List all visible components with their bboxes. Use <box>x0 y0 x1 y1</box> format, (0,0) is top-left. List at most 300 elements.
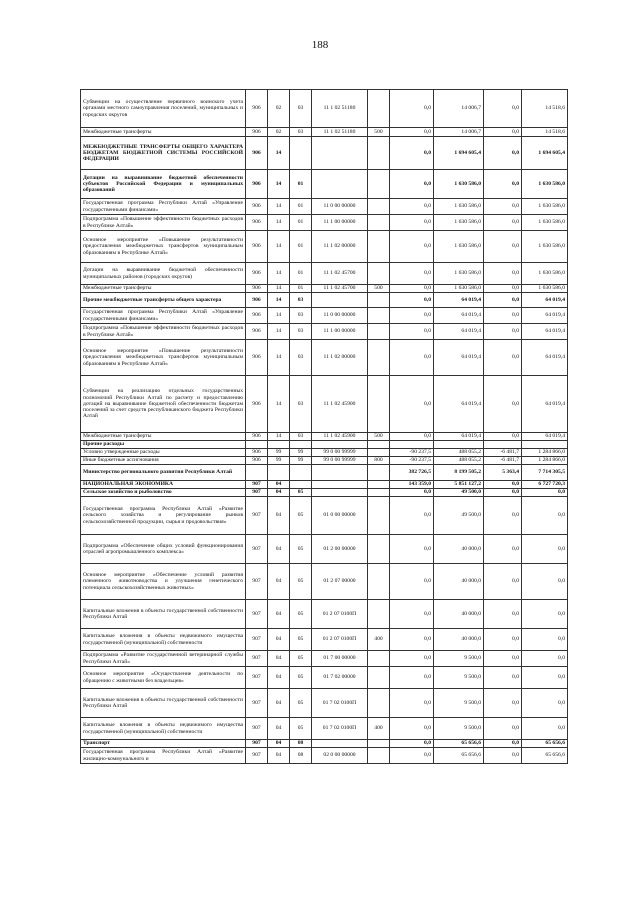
csr-code-cell: 99 0 00 99999 <box>312 457 368 465</box>
sum-3-cell: 0,0 <box>484 718 522 740</box>
sum-3-cell: 0,0 <box>484 340 522 376</box>
vr-code-cell <box>368 441 390 449</box>
gr-code-cell: 906 <box>246 340 268 376</box>
row-name-cell: Межбюджетные трансферты <box>81 128 246 137</box>
pr-code-cell: 03 <box>290 340 312 376</box>
rz-code-cell: 04 <box>268 667 290 689</box>
sum-1-cell: 0,0 <box>390 293 434 308</box>
table-row <box>81 740 568 748</box>
row-name-cell: Дотации на выравнивание бюджетной обеспеченности муниципальных районов (городских округов) <box>81 263 246 285</box>
table-row <box>81 600 568 629</box>
sum-2-cell: 488 055,2 <box>434 457 484 465</box>
sum-1-cell: 0,0 <box>390 667 434 689</box>
sum-2-cell: 64 019,4 <box>434 293 484 308</box>
vr-code-cell <box>368 689 390 718</box>
csr-code-cell: 01 2 00 00000 <box>312 535 368 564</box>
rz-code-cell: 14 <box>268 137 290 170</box>
row-name-cell: МЕЖБЮДЖЕТНЫЕ ТРАНСФЕРТЫ ОБЩЕГО ХАРАКТЕРА БЮДЖЕТАМ БЮДЖЕТНОЙ СИСТЕМЫ РОССИЙСКОЙ ФЕДЕРАЦИИ <box>81 137 246 170</box>
sum-4-cell: 64 019,4 <box>522 308 568 324</box>
row-name-cell: Подпрограмма «Обеспечение общих условий функционирования отраслей агропромышленного комплекса» <box>81 535 246 564</box>
rz-code-cell: 04 <box>268 651 290 667</box>
rz-code-cell: 14 <box>268 340 290 376</box>
sum-4-cell: 0,0 <box>522 667 568 689</box>
sum-4-cell: 65 656,6 <box>522 740 568 748</box>
sum-4-cell: 64 019,4 <box>522 433 568 441</box>
pr-code-cell: 01 <box>290 263 312 285</box>
row-name-cell: Основное мероприятие «Повышение результативности предоставления межбюджетных трансфертов муниципальным образованиям в Республике Алтай» <box>81 340 246 376</box>
row-name-cell: Основное мероприятие «Осуществление деятельности по обращению с животными без владельцев» <box>81 667 246 689</box>
rz-code-cell: 04 <box>268 740 290 748</box>
table-row <box>81 449 568 457</box>
table-row <box>81 376 568 433</box>
csr-code-cell: 01 0 00 00000 <box>312 497 368 535</box>
sum-1-cell: 0,0 <box>390 689 434 718</box>
vr-code-cell: 400 <box>368 629 390 651</box>
table-row <box>81 441 568 449</box>
pr-code-cell: 03 <box>290 324 312 340</box>
sum-1-cell: 0,0 <box>390 718 434 740</box>
vr-code-cell <box>368 170 390 199</box>
gr-code-cell <box>246 441 268 449</box>
table-row <box>81 324 568 340</box>
sum-3-cell: 0,0 <box>484 170 522 199</box>
gr-code-cell: 906 <box>246 285 268 293</box>
rz-code-cell <box>268 441 290 449</box>
gr-code-cell: 907 <box>246 748 268 764</box>
pr-code-cell: 03 <box>290 308 312 324</box>
row-name-cell: Межбюджетные трансферты <box>81 285 246 293</box>
csr-code-cell: 11 1 02 00000 <box>312 340 368 376</box>
row-name-cell: Основное мероприятие «Обеспечение условий развития племенного животноводства и улучшения генетического потенциала сельскохозяйственных животных» <box>81 564 246 600</box>
row-name-cell: Капитальные вложения в объекты государственной собственности Республики Алтай <box>81 600 246 629</box>
csr-code-cell: 11 0 00 00000 <box>312 199 368 215</box>
sum-4-cell: 1 630 586,0 <box>522 231 568 263</box>
table-row <box>81 128 568 137</box>
sum-3-cell: 0,0 <box>484 293 522 308</box>
sum-4-cell: 14 518,6 <box>522 90 568 128</box>
table-row <box>81 90 568 128</box>
csr-code-cell: 99 0 00 99999 <box>312 449 368 457</box>
sum-2-cell: 64 019,4 <box>434 376 484 433</box>
sum-3-cell: 0,0 <box>484 651 522 667</box>
rz-code-cell: 02 <box>268 90 290 128</box>
row-name-cell: Прочие расходы <box>81 441 246 449</box>
sum-2-cell: 5 851 127,2 <box>434 481 484 489</box>
sum-2-cell: 9 500,0 <box>434 718 484 740</box>
sum-4-cell: 0,0 <box>522 718 568 740</box>
csr-code-cell <box>312 465 368 481</box>
gr-code-cell: 906 <box>246 376 268 433</box>
rz-code-cell: 14 <box>268 215 290 231</box>
sum-4-cell: 0,0 <box>522 535 568 564</box>
gr-code-cell: 906 <box>246 308 268 324</box>
table-row <box>81 718 568 740</box>
pr-code-cell: 05 <box>290 689 312 718</box>
sum-1-cell: 0,0 <box>390 285 434 293</box>
sum-4-cell: 1 694 605,4 <box>522 137 568 170</box>
sum-4-cell: 1 630 586,0 <box>522 170 568 199</box>
rz-code-cell: 14 <box>268 263 290 285</box>
budget-table-body <box>81 90 568 764</box>
sum-3-cell: 0,0 <box>484 376 522 433</box>
vr-code-cell: 800 <box>368 457 390 465</box>
pr-code-cell: 01 <box>290 170 312 199</box>
rz-code-cell: 02 <box>268 128 290 137</box>
csr-code-cell <box>312 170 368 199</box>
sum-2-cell: 40 000,0 <box>434 600 484 629</box>
gr-code-cell: 906 <box>246 90 268 128</box>
csr-code-cell <box>312 137 368 170</box>
vr-code-cell: 500 <box>368 285 390 293</box>
sum-4-cell: 64 019,4 <box>522 293 568 308</box>
vr-code-cell <box>368 667 390 689</box>
sum-2-cell: 64 019,4 <box>434 340 484 376</box>
gr-code-cell: 907 <box>246 489 268 497</box>
row-name-cell: Прочие межбюджетные трансферты общего характера <box>81 293 246 308</box>
row-name-cell: Дотации на выравнивание бюджетной обеспеченности субъектов Российской Федерации и муниципальных образований <box>81 170 246 199</box>
pr-code-cell <box>290 481 312 489</box>
pr-code-cell: 05 <box>290 600 312 629</box>
gr-code-cell: 906 <box>246 324 268 340</box>
sum-2-cell: 9 500,0 <box>434 689 484 718</box>
sum-2-cell: 14 006,7 <box>434 90 484 128</box>
row-name-cell: Подпрограмма «Повышение эффективности бюджетных расходов в Республике Алтай» <box>81 215 246 231</box>
sum-4-cell: 1 630 586,0 <box>522 215 568 231</box>
sum-2-cell: 1 630 586,0 <box>434 263 484 285</box>
table-row <box>81 231 568 263</box>
rz-code-cell: 04 <box>268 718 290 740</box>
vr-code-cell <box>368 564 390 600</box>
sum-3-cell: 0,0 <box>484 667 522 689</box>
vr-code-cell <box>368 199 390 215</box>
pr-code-cell: 01 <box>290 215 312 231</box>
sum-1-cell: 0,0 <box>390 90 434 128</box>
sum-1-cell: 0,0 <box>390 263 434 285</box>
rz-code-cell: 14 <box>268 376 290 433</box>
sum-2-cell: 1 630 586,0 <box>434 199 484 215</box>
row-name-cell: Государственная программа Республики Алтай «Управление государственными финансами» <box>81 308 246 324</box>
sum-3-cell: 0,0 <box>484 90 522 128</box>
row-name-cell: Капитальные вложения в объекты государственной собственности Республики Алтай <box>81 689 246 718</box>
sum-1-cell: 0,0 <box>390 137 434 170</box>
sum-3-cell <box>484 441 522 449</box>
sum-1-cell: 0,0 <box>390 199 434 215</box>
pr-code-cell: 05 <box>290 535 312 564</box>
pr-code-cell: 03 <box>290 293 312 308</box>
table-row <box>81 689 568 718</box>
sum-3-cell: 0,0 <box>484 497 522 535</box>
sum-2-cell: 65 656,6 <box>434 748 484 764</box>
sum-3-cell: 0,0 <box>484 629 522 651</box>
csr-code-cell <box>312 740 368 748</box>
sum-4-cell: 1 630 586,0 <box>522 263 568 285</box>
table-row <box>81 263 568 285</box>
sum-3-cell: 0,0 <box>484 199 522 215</box>
table-row <box>81 293 568 308</box>
sum-1-cell: 0,0 <box>390 340 434 376</box>
sum-1-cell: 0,0 <box>390 170 434 199</box>
vr-code-cell <box>368 324 390 340</box>
table-row <box>81 465 568 481</box>
rz-code-cell: 14 <box>268 285 290 293</box>
sum-1-cell: -90 237,5 <box>390 449 434 457</box>
table-row <box>81 433 568 441</box>
rz-code-cell: 99 <box>268 449 290 457</box>
row-name-cell: Условно утвержденные расходы <box>81 449 246 457</box>
sum-1-cell: 0,0 <box>390 433 434 441</box>
row-name-cell: Иные бюджетные ассигнования <box>81 457 246 465</box>
table-row <box>81 285 568 293</box>
csr-code-cell: 11 1 00 00000 <box>312 324 368 340</box>
sum-1-cell: 0,0 <box>390 651 434 667</box>
sum-1-cell: 0,0 <box>390 748 434 764</box>
sum-3-cell: 0,0 <box>484 740 522 748</box>
vr-code-cell <box>368 651 390 667</box>
pr-code-cell: 08 <box>290 748 312 764</box>
rz-code-cell: 04 <box>268 564 290 600</box>
sum-4-cell: 14 518,6 <box>522 128 568 137</box>
sum-3-cell: -6 481,7 <box>484 449 522 457</box>
sum-2-cell: 14 006,7 <box>434 128 484 137</box>
sum-2-cell: 40 000,0 <box>434 564 484 600</box>
vr-code-cell <box>368 376 390 433</box>
sum-2-cell: 9 500,0 <box>434 667 484 689</box>
rz-code-cell: 14 <box>268 199 290 215</box>
pr-code-cell: 99 <box>290 457 312 465</box>
sum-4-cell: 1 630 586,0 <box>522 285 568 293</box>
csr-code-cell: 11 1 00 00000 <box>312 215 368 231</box>
table-row <box>81 497 568 535</box>
sum-1-cell: 0,0 <box>390 535 434 564</box>
row-name-cell: Субвенции на реализацию отдельных государственных полномочий Республики Алтай по расчету и предоставлению дотаций на выравнивание бюджетной обеспеченности бюджетам поселений за счет средств республиканского бюджета Республики Алтай <box>81 376 246 433</box>
sum-4-cell: 0,0 <box>522 689 568 718</box>
sum-2-cell: 49 500,0 <box>434 497 484 535</box>
vr-code-cell <box>368 481 390 489</box>
rz-code-cell <box>268 465 290 481</box>
gr-code-cell: 907 <box>246 535 268 564</box>
sum-4-cell: 0,0 <box>522 600 568 629</box>
sum-1-cell: 0,0 <box>390 600 434 629</box>
gr-code-cell <box>246 465 268 481</box>
table-row <box>81 651 568 667</box>
sum-3-cell: -6 481,7 <box>484 457 522 465</box>
sum-3-cell: 0,0 <box>484 263 522 285</box>
sum-4-cell: 0,0 <box>522 564 568 600</box>
table-row <box>81 564 568 600</box>
table-row <box>81 629 568 651</box>
sum-1-cell <box>390 441 434 449</box>
pr-code-cell: 01 <box>290 199 312 215</box>
pr-code-cell: 08 <box>290 740 312 748</box>
rz-code-cell: 14 <box>268 324 290 340</box>
rz-code-cell: 04 <box>268 689 290 718</box>
rz-code-cell: 14 <box>268 293 290 308</box>
sum-2-cell: 488 055,2 <box>434 449 484 457</box>
rz-code-cell: 04 <box>268 535 290 564</box>
sum-1-cell: 0,0 <box>390 489 434 497</box>
row-name-cell: НАЦИОНАЛЬНАЯ ЭКОНОМИКА <box>81 481 246 489</box>
pr-code-cell: 01 <box>290 285 312 293</box>
gr-code-cell: 907 <box>246 497 268 535</box>
sum-3-cell: 0,0 <box>484 481 522 489</box>
csr-code-cell: 11 1 02 00000 <box>312 231 368 263</box>
gr-code-cell: 906 <box>246 231 268 263</box>
vr-code-cell <box>368 293 390 308</box>
sum-2-cell: 1 630 586,0 <box>434 215 484 231</box>
table-row <box>81 137 568 170</box>
sum-3-cell: 0,0 <box>484 748 522 764</box>
gr-code-cell: 906 <box>246 137 268 170</box>
vr-code-cell <box>368 740 390 748</box>
row-name-cell: Основное мероприятие «Повышение результативности предоставления межбюджетных трансфертов муниципальным образованиям в Республике Алтай» <box>81 231 246 263</box>
rz-code-cell: 04 <box>268 748 290 764</box>
csr-code-cell <box>312 441 368 449</box>
sum-2-cell: 65 656,6 <box>434 740 484 748</box>
csr-code-cell: 01 7 02 00000 <box>312 667 368 689</box>
sum-2-cell: 1 630 586,0 <box>434 285 484 293</box>
rz-code-cell: 04 <box>268 629 290 651</box>
csr-code-cell: 01 7 02 0100П <box>312 718 368 740</box>
row-name-cell: Субвенции на осуществление первичного воинского учета органами местного самоуправления поселений, муниципальных и городских округов <box>81 90 246 128</box>
sum-1-cell: 0,0 <box>390 497 434 535</box>
sum-2-cell: 9 500,0 <box>434 651 484 667</box>
pr-code-cell: 05 <box>290 629 312 651</box>
vr-code-cell <box>368 308 390 324</box>
vr-code-cell <box>368 231 390 263</box>
sum-2-cell: 8 199 505,2 <box>434 465 484 481</box>
gr-code-cell: 907 <box>246 600 268 629</box>
table-row <box>81 308 568 324</box>
pr-code-cell: 99 <box>290 449 312 457</box>
gr-code-cell: 907 <box>246 651 268 667</box>
gr-code-cell: 907 <box>246 564 268 600</box>
rz-code-cell: 14 <box>268 231 290 263</box>
gr-code-cell: 906 <box>246 433 268 441</box>
sum-4-cell: 0,0 <box>522 651 568 667</box>
gr-code-cell: 906 <box>246 263 268 285</box>
gr-code-cell: 906 <box>246 128 268 137</box>
row-name-cell: Межбюджетные трансферты <box>81 433 246 441</box>
sum-3-cell: 0,0 <box>484 285 522 293</box>
sum-4-cell: 7 714 305,5 <box>522 465 568 481</box>
sum-1-cell: 382 726,5 <box>390 465 434 481</box>
sum-4-cell: 0,0 <box>522 629 568 651</box>
table-row <box>81 170 568 199</box>
rz-code-cell: 14 <box>268 308 290 324</box>
row-name-cell: Государственная программа Республики Алтай «Развитие жилищно-коммунального и <box>81 748 246 764</box>
sum-3-cell: 0,0 <box>484 231 522 263</box>
sum-1-cell: 0,0 <box>390 629 434 651</box>
row-name-cell: Государственная программа Республики Алтай «Управление государственными финансами» <box>81 199 246 215</box>
vr-code-cell <box>368 535 390 564</box>
pr-code-cell: 03 <box>290 433 312 441</box>
csr-code-cell: 11 1 02 45700 <box>312 285 368 293</box>
gr-code-cell: 907 <box>246 629 268 651</box>
pr-code-cell: 01 <box>290 231 312 263</box>
rz-code-cell: 04 <box>268 481 290 489</box>
csr-code-cell <box>312 293 368 308</box>
sum-2-cell: 1 630 586,0 <box>434 170 484 199</box>
sum-4-cell: 0,0 <box>522 489 568 497</box>
gr-code-cell: 907 <box>246 481 268 489</box>
csr-code-cell: 01 2 07 0100П <box>312 629 368 651</box>
table-row <box>81 667 568 689</box>
gr-code-cell: 907 <box>246 689 268 718</box>
sum-4-cell: 0,0 <box>522 497 568 535</box>
sum-4-cell: 6 727 720,3 <box>522 481 568 489</box>
pr-code-cell: 05 <box>290 564 312 600</box>
csr-code-cell <box>312 489 368 497</box>
gr-code-cell: 906 <box>246 293 268 308</box>
sum-1-cell: 0,0 <box>390 376 434 433</box>
gr-code-cell: 906 <box>246 449 268 457</box>
table-row <box>81 457 568 465</box>
sum-3-cell: 0,0 <box>484 689 522 718</box>
row-name-cell: Капитальные вложения в объекты недвижимого имущества государственной (муниципальной) собственности <box>81 629 246 651</box>
csr-code-cell: 01 7 02 0100П <box>312 689 368 718</box>
sum-4-cell: 64 019,4 <box>522 376 568 433</box>
csr-code-cell: 01 2 07 00000 <box>312 564 368 600</box>
csr-code-cell: 11 1 02 51180 <box>312 128 368 137</box>
rz-code-cell: 99 <box>268 457 290 465</box>
row-name-cell: Капитальные вложения в объекты недвижимого имущества государственной (муниципальной) собственности <box>81 718 246 740</box>
rz-code-cell: 14 <box>268 433 290 441</box>
sum-2-cell: 64 019,4 <box>434 308 484 324</box>
table-row <box>81 340 568 376</box>
csr-code-cell: 01 7 00 00000 <box>312 651 368 667</box>
sum-4-cell: 1 284 866,0 <box>522 449 568 457</box>
csr-code-cell <box>312 481 368 489</box>
sum-3-cell: 0,0 <box>484 535 522 564</box>
sum-3-cell: 0,0 <box>484 215 522 231</box>
csr-code-cell: 11 1 02 45700 <box>312 263 368 285</box>
row-name-cell: Министерство регионального развития Республики Алтай <box>81 465 246 481</box>
gr-code-cell: 906 <box>246 457 268 465</box>
table-row <box>81 748 568 764</box>
sum-2-cell: 40 000,0 <box>434 535 484 564</box>
pr-code-cell: 05 <box>290 489 312 497</box>
sum-3-cell: 0,0 <box>484 324 522 340</box>
vr-code-cell <box>368 215 390 231</box>
row-name-cell: Сельское хозяйство и рыболовство <box>81 489 246 497</box>
rz-code-cell: 04 <box>268 489 290 497</box>
sum-1-cell: 0,0 <box>390 128 434 137</box>
sum-2-cell: 1 630 586,0 <box>434 231 484 263</box>
sum-4-cell: 65 656,6 <box>522 748 568 764</box>
vr-code-cell <box>368 90 390 128</box>
vr-code-cell: 400 <box>368 718 390 740</box>
table-row <box>81 481 568 489</box>
sum-3-cell: 0,0 <box>484 564 522 600</box>
vr-code-cell <box>368 263 390 285</box>
gr-code-cell: 906 <box>246 199 268 215</box>
sum-1-cell: -90 237,5 <box>390 457 434 465</box>
sum-1-cell: 0,0 <box>390 740 434 748</box>
sum-4-cell: 64 019,4 <box>522 324 568 340</box>
vr-code-cell: 500 <box>368 128 390 137</box>
vr-code-cell <box>368 600 390 629</box>
sum-3-cell: 0,0 <box>484 137 522 170</box>
gr-code-cell: 906 <box>246 170 268 199</box>
csr-code-cell: 11 1 02 45900 <box>312 376 368 433</box>
table-row <box>81 535 568 564</box>
row-name-cell: Государственная программа Республики Алтай «Развитие сельского хозяйства и регулирование рынков сельскохозяйственной продукции, сырья и продовольствия» <box>81 497 246 535</box>
vr-code-cell <box>368 340 390 376</box>
sum-1-cell: 0,0 <box>390 308 434 324</box>
vr-code-cell <box>368 748 390 764</box>
sum-2-cell: 49 500,0 <box>434 489 484 497</box>
sum-3-cell: 0,0 <box>484 433 522 441</box>
